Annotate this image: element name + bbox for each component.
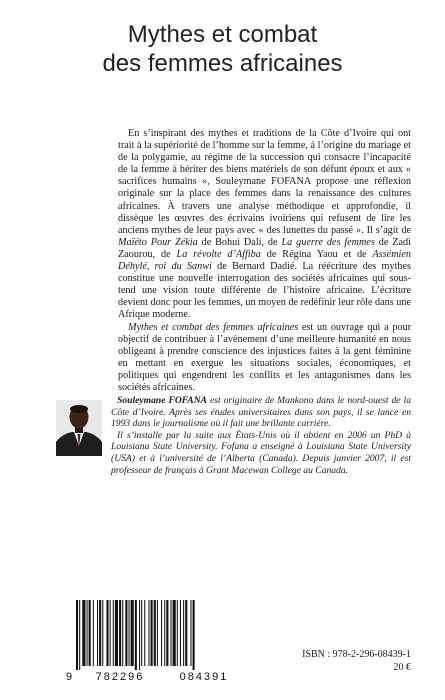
bio-text: est originaire de Mankono dans le nord-ouest de la Côte d’Ivoire. Après ses études universitaires dans son pays, il se lance en 1993 dans le journalisme où il fait une brillante carrière. — [111, 395, 411, 430]
barcode-bar — [183, 600, 184, 666]
barcode-bar — [129, 600, 130, 666]
title-line-2: des femmes africaines — [102, 50, 343, 77]
barcode-digit-first: 9 — [66, 671, 73, 683]
barcode-bar — [166, 600, 168, 666]
barcode-bar — [190, 600, 191, 666]
summary-text: En s’inspirant des mythes et traditions de la Côte d’Ivoire qui ont trait à la supériorité de l’homme sur la femme, à l’origine du mariage et de la polygamie, au régime de la succession qui consacre l’incapacité de la femme à hériter des biens matériels de son défunt époux et aux « sacrifices humains », Souleymane FOFANA propose une réflexion originale sur la place des femmes dans la renaissance des cultures africaines. À travers une analyse méthodique et approfondie, il dissèque les œuvres des écrivains ivoiriens qui refusent de lire les anciens mythes de leur pays avec « des lunettes du passé ». Il s’agit de — [118, 128, 411, 236]
barcode-bar — [151, 600, 153, 666]
price: 20 € — [393, 662, 411, 673]
summary-paragraph-1 — [118, 128, 411, 322]
barcode-bar — [99, 600, 101, 666]
summary-text: de Bohui Dali, de — [197, 236, 282, 248]
summary-text: de Bernard Dadié. La réécriture des mythes constitue une nouvelle interrogation des sociétés africaines qui sous-tend une vision toute différente de l’histoire africaine. L’écriture devient donc pour les femmes, un moyen de redéfinir leur rôle dans une Afrique moderne. — [118, 261, 411, 321]
work-title: Maïéto Pour Zékia — [118, 236, 198, 248]
barcode-bar — [119, 600, 121, 666]
work-title: La révolte d’Affiba — [176, 248, 261, 260]
author-section — [56, 395, 411, 515]
isbn-block — [276, 648, 411, 674]
author-portrait-icon — [56, 400, 102, 456]
barcode-icon — [64, 598, 254, 683]
barcode-bar — [89, 600, 91, 666]
barcode-bar — [102, 600, 103, 666]
isbn-number: ISBN : 978-2-296-08439-1 — [302, 649, 411, 660]
work-title: Assémien Déhylé, roi du Sanwi — [118, 248, 411, 273]
back-cover-summary — [118, 128, 411, 394]
barcode-bar — [161, 600, 162, 666]
barcode-bar — [157, 600, 158, 666]
barcode-bar — [110, 600, 111, 666]
author-bio — [111, 395, 411, 476]
book-title — [0, 20, 445, 78]
barcode-bar — [82, 600, 85, 666]
barcode-bar — [171, 600, 172, 666]
barcode-bar — [173, 600, 176, 666]
work-title: La guerre des femmes — [281, 236, 375, 248]
bio-paragraph-1 — [111, 395, 411, 430]
book-title-mention: Mythes et combat des femmes africaines — [128, 321, 299, 333]
barcode-digits-right: 084391 — [179, 671, 229, 683]
author-name: Souleymane FOFANA — [117, 395, 208, 406]
summary-paragraph-2 — [118, 322, 411, 395]
barcode-bar — [139, 600, 140, 670]
barcode-bar — [177, 600, 178, 666]
summary-text: est un ouvrage qui a pour objectif de contribuer à l’avènement d’une meilleure humanité en nous obligeant à prendre conscience des injustices faites à la gent féminine en mettant en exergue les situations sociales, économiques, et politiques qui engendrent les conflits et les antagonismes dans les sociétés africaines. — [118, 321, 412, 393]
barcode-bar — [135, 600, 137, 670]
barcode-bar — [164, 600, 165, 666]
author-photo — [56, 400, 102, 456]
bio-paragraph-2: Il s’installe par la suite aux États-Unis où il obtient en 2006 un PhD à Louisiana State University. Fofana a enseigné à Louisiana State University (USA) et à l’université de l’Alberta (Canada). Depuis janvier 2007, il est professeur de français à Grant Macewan College au Canada. — [111, 429, 411, 476]
barcode-bar — [180, 600, 181, 666]
barcode-bar — [193, 600, 195, 670]
barcode-bar — [122, 600, 123, 666]
barcode-bar — [76, 600, 78, 670]
summary-text: de Régina Yaou et de — [260, 248, 373, 260]
barcode-bar — [154, 600, 156, 666]
barcode-bar — [97, 600, 98, 666]
barcode-bar — [131, 600, 134, 666]
barcode-bar — [87, 600, 88, 666]
isbn-barcode — [64, 598, 254, 683]
barcode-bar — [125, 600, 127, 666]
barcode-digits-left: 782296 — [95, 671, 145, 683]
barcode-bar — [141, 600, 142, 666]
barcode-bar — [144, 600, 145, 666]
barcode-bar — [106, 600, 108, 666]
summary-text: de Zadi Zaourou, de — [118, 236, 411, 260]
barcode-bar — [79, 600, 80, 670]
barcode-bar — [113, 600, 114, 666]
barcode-bar — [115, 600, 118, 666]
title-line-1: Mythes et combat — [127, 21, 318, 48]
barcode-bar — [185, 600, 187, 666]
barcode-bar — [93, 600, 94, 666]
barcode-bar — [148, 600, 149, 666]
